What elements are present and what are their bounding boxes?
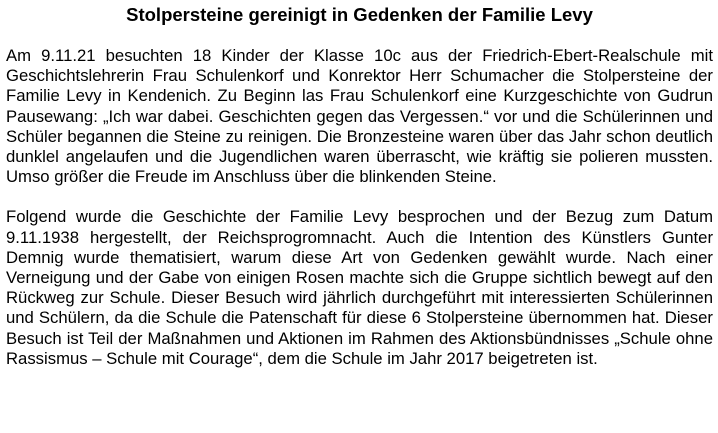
document-title: Stolpersteine gereinigt in Gedenken der Familie Levy xyxy=(126,4,593,25)
paragraph-visit-report: Am 9.11.21 besuchten 18 Kinder der Klasse 10c aus der Friedrich-Ebert-Realschule mit Geschichtslehrerin Frau Schulenkorf und Konrektor Herr Schumacher die Stolpersteine der Familie Levy in Kendenich. Zu Beginn las Frau Schulenkorf eine Kurzgeschichte von Gudrun Pausewang: „Ich war dabei. Geschichten gegen das Vergessen.“ vor und die Schülerinnen und Schüler begannen die Steine zu reinigen. Die Bronzesteine waren über das Jahr schon deutlich dunklel angelaufen und die Jugendlichen waren überrascht, wie kräftig sie polieren mussten. Umso größer die Freude im Anschluss über die blinkenden Steine. xyxy=(6,46,713,187)
paragraph-history-context: Folgend wurde die Geschichte der Familie Levy besprochen und der Bezug zum Datum 9.11.1938 hergestellt, der Reichsprogromnacht. Auch die Intention des Künstlers Gunter Demnig wurde thematisiert, warum diese Art von Gedenken gewählt wurde. Nach einer Verneigung und der Gabe von einigen Rosen machte sich die Gruppe sichtlich bewegt auf den Rückweg zur Schule. Dieser Besuch wird jährlich durchgeführt mit interessierten Schülerinnen und Schülern, da die Schule die Patenschaft für diese 6 Stolpersteine übernommen hat. Dieser Besuch ist Teil der Maßnahmen und Aktionen im Rahmen des Aktionsbündnisses „Schule ohne Rassismus – Schule mit Courage“, dem die Schule im Jahr 2017 beigetreten ist. xyxy=(6,207,713,368)
